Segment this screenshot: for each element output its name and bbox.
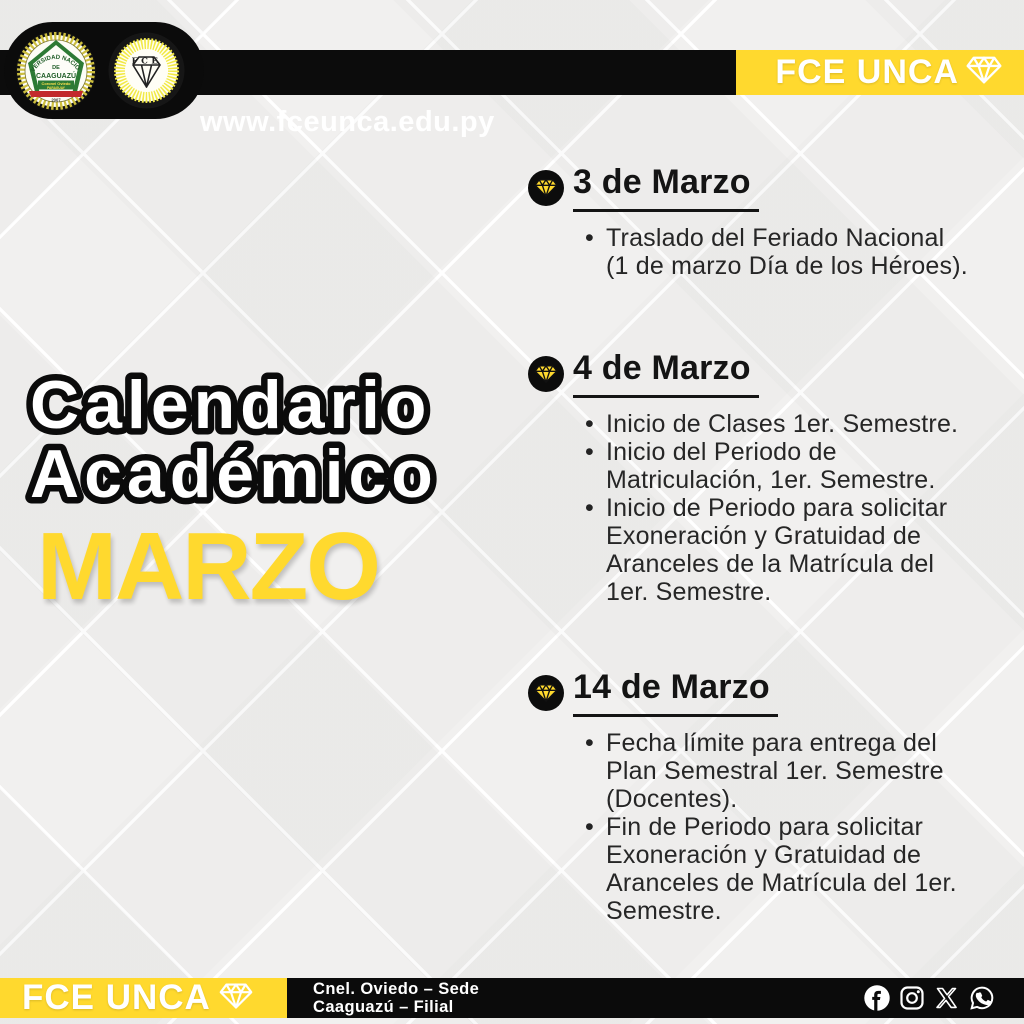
location-line2: Caaguazú – Filial bbox=[313, 998, 454, 1016]
section-4-marzo bbox=[528, 349, 990, 606]
whatsapp-icon[interactable] bbox=[968, 984, 996, 1012]
instagram-icon[interactable] bbox=[898, 984, 926, 1012]
seal-city: Coronel Oviedo bbox=[41, 81, 71, 86]
diamond-icon bbox=[219, 982, 253, 1015]
seal-name: CAAGUAZÚ bbox=[35, 73, 77, 80]
x-twitter-icon[interactable] bbox=[933, 984, 961, 1012]
section-14-marzo bbox=[528, 668, 990, 925]
seal-de: DE bbox=[52, 65, 60, 71]
event-list bbox=[585, 410, 990, 606]
fce-letters: FCE bbox=[131, 56, 162, 67]
footer-bar bbox=[287, 978, 1024, 1018]
section-3-marzo bbox=[528, 163, 990, 280]
event-list bbox=[585, 224, 990, 280]
list-item: • Fin de Periodo para solicitar Exoneración y Gratuidad de Aranceles de Matrícula del 1er. Semestre. bbox=[585, 813, 990, 925]
list-item: • Inicio del Periodo de Matriculación, 1er. Semestre. bbox=[585, 438, 990, 494]
diamond-icon bbox=[966, 55, 1002, 90]
section-date: 14 de Marzo bbox=[573, 668, 778, 717]
seal-country: PARAGUAY bbox=[47, 85, 65, 90]
month-title: MARZO bbox=[37, 513, 379, 620]
section-date: 4 de Marzo bbox=[573, 349, 759, 398]
section-header bbox=[528, 163, 990, 212]
title-line2: Académico bbox=[30, 436, 438, 512]
diamond-badge-icon bbox=[528, 675, 564, 711]
top-brand-bar bbox=[736, 50, 1024, 95]
brand-name: FCE UNCA bbox=[22, 978, 211, 1017]
diamond-badge-icon bbox=[528, 356, 564, 392]
footer-brand-bar bbox=[0, 978, 287, 1018]
list-item: • Inicio de Clases 1er. Semestre. bbox=[585, 410, 990, 438]
facebook-icon[interactable] bbox=[863, 984, 891, 1012]
diamond-badge-icon bbox=[528, 170, 564, 206]
social-icons bbox=[863, 984, 1024, 1012]
list-item: • Inicio de Periodo para solicitar Exoneración y Gratuidad de Aranceles de la Matrícula del 1er. Semestre. bbox=[585, 494, 990, 606]
brand-name: FCE UNCA bbox=[775, 53, 959, 91]
location-line1: Cnel. Oviedo – Sede bbox=[313, 979, 480, 998]
location-text bbox=[287, 980, 479, 1017]
seal-year: 2007 bbox=[51, 97, 61, 103]
section-header bbox=[528, 349, 990, 398]
website-url[interactable]: www.fceunca.edu.py bbox=[200, 106, 495, 138]
section-header bbox=[528, 668, 990, 717]
seal-arc-text: VERSIDAD NACIO bbox=[30, 54, 81, 74]
event-list bbox=[585, 729, 990, 925]
main-title bbox=[24, 366, 504, 536]
title-line1: Calendario bbox=[30, 367, 432, 443]
section-date: 3 de Marzo bbox=[573, 163, 759, 212]
logo-pill bbox=[4, 22, 204, 119]
fce-logo bbox=[108, 32, 185, 109]
unca-seal-logo bbox=[15, 30, 97, 112]
list-item: • Fecha límite para entrega del Plan Semestral 1er. Semestre (Docentes). bbox=[585, 729, 990, 813]
list-item: • Traslado del Feriado Nacional (1 de marzo Día de los Héroes). bbox=[585, 224, 990, 280]
